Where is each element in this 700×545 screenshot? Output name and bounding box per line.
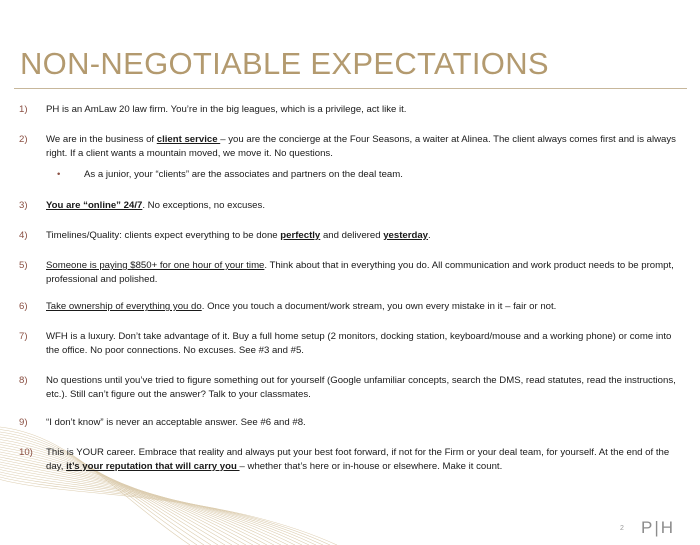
item-text	[46, 229, 686, 243]
text-segment: . No exceptions, no excuses.	[142, 200, 265, 211]
item-text	[46, 416, 686, 430]
item-text	[46, 133, 686, 160]
text-segment: WFH is a luxury. Don’t take advantage of it. Buy a full home setup (2 monitors, docking station, keyboard/mouse and a working phone) or come into the office. No poor connections. No excuses. See #3 and #5.	[46, 331, 672, 356]
text-segment: client service	[156, 134, 221, 145]
item-text	[84, 168, 644, 182]
item-text	[46, 259, 686, 286]
decor-line	[0, 470, 309, 545]
text-segment: – whether that’s here or in-house or elsewhere. Make it count.	[239, 460, 503, 472]
text-segment: Timelines/Quality: clients expect everything to be done	[46, 230, 281, 241]
text-segment: “I don’t know” is never an acceptable answer. See #6 and #8.	[46, 417, 306, 428]
text-segment: You are “online” 24/7	[46, 200, 143, 211]
item-number: 6)	[19, 301, 28, 312]
item-number: 5)	[19, 260, 28, 271]
item-number: 4)	[19, 230, 28, 241]
firm-logo: P|H	[641, 518, 676, 537]
text-segment: – you are the concierge at the Four Seasons, a waiter at Alinea. The client always comes first and is always right. If a client wants a mountain moved, we move it. No questions.	[46, 134, 676, 159]
slide-title: NON-NEGOTIABLE EXPECTATIONS	[20, 46, 549, 81]
text-segment: We are in the business of	[46, 134, 157, 145]
item-text	[46, 103, 686, 117]
item-number: 1)	[19, 104, 28, 115]
item-number: 2)	[19, 134, 28, 145]
title-divider	[14, 88, 687, 89]
bullet-marker: •	[57, 169, 61, 180]
text-segment: . Once you touch a document/work stream, you own every mistake in it – fair or not.	[201, 301, 557, 312]
item-text	[46, 300, 686, 314]
text-segment: it’s your reputation that will carry you	[66, 460, 240, 472]
text-segment: .	[428, 230, 431, 241]
item-text	[46, 446, 686, 473]
text-segment: No questions until you’ve tried to figure something out for yourself (Google unfamiliar concepts, search the DMS, read statutes, read the instructions, etc.). Still can’t figure out the answer? Talk to your classmates.	[46, 375, 676, 400]
item-number: 9)	[19, 417, 28, 428]
item-text	[46, 199, 686, 213]
item-number: 8)	[19, 375, 28, 386]
text-segment: yesterday	[383, 230, 429, 241]
decor-line	[0, 427, 190, 545]
page-number: 2	[620, 525, 624, 532]
decor-line	[0, 465, 295, 545]
item-number: 7)	[19, 331, 28, 342]
text-segment: . Think about that in everything you do. All communication and work product needs to be prompt, professional and polished.	[46, 260, 674, 285]
text-segment: PH is an AmLaw 20 law firm. You’re in the big leagues, which is a privilege, act like it.	[46, 104, 407, 115]
text-segment: perfectly	[280, 230, 321, 241]
text-segment: This is YOUR career. Embrace that reality and always put your best foot forward, if not for the Firm or your deal team, for yourself. At the end of the day,	[46, 447, 670, 472]
text-segment: and delivered	[320, 230, 384, 241]
text-segment: Someone is paying $850+ for one hour of your time	[46, 260, 265, 271]
text-segment: As a junior, your “clients” are the associates and partners on the deal team.	[84, 169, 403, 180]
item-number: 3)	[19, 200, 28, 211]
item-text	[46, 374, 686, 401]
item-number: 10)	[19, 447, 33, 458]
item-text	[46, 330, 686, 357]
text-segment: Take ownership of everything you do	[46, 301, 202, 312]
decor-line	[0, 480, 337, 545]
